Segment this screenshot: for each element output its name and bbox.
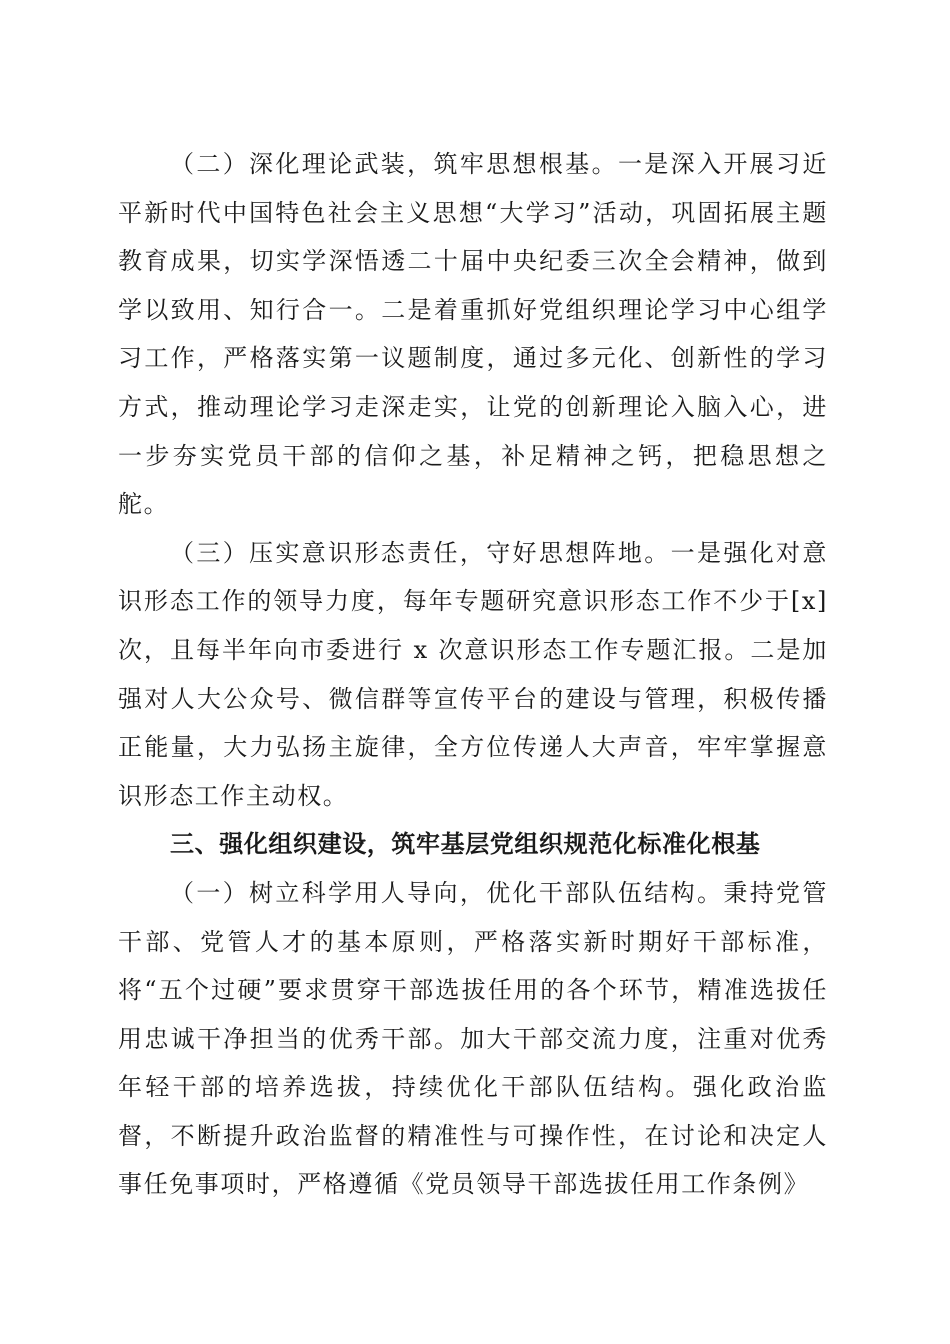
paragraph-ideology-responsibility [118, 529, 828, 821]
paragraph-cadre-selection [118, 869, 828, 1209]
paragraph-text: 秉持党管干部、党管人才的基本原则，严格落实新时期好干部标准，将“五个过硬”要求贯穿干部选拔任用的各个环节，精准选拔任用忠诚干净担当的优秀干部。加大干部交流力度，注重对优秀年轻干部的培养选拔，持续优化干部队伍结构。强化政治监督，不断提升政治监督的精准性与可操作性，在讨论和决定人事任免事项时，严格遵循《党员领导干部选拔任用工作条例》 [118, 878, 828, 1199]
section-heading: 三、强化组织建设，筑牢基层党组织规范化标准化根基 [170, 830, 761, 859]
paragraph-text: 一是强化对意识形态工作的领导力度，每年专题研究意识形态工作不少于[x]次，且每半年向市委进行 x 次意识形态工作专题汇报。二是加强对人大公众号、微信群等宣传平台的建设与管理，积极传播正能量，大力弘扬主旋律，全方位传递人大声音，牢牢掌握意识形态工作主动权。 [118, 538, 828, 810]
paragraph-deepen-theory [118, 140, 828, 529]
paragraph-lead: （三）压实意识形态责任，守好思想阵地。 [170, 538, 671, 567]
paragraph-lead: （一）树立科学用人导向，优化干部队伍结构。 [170, 878, 724, 907]
paragraph-lead: （二）深化理论武装，筑牢思想根基。 [170, 150, 618, 178]
document-body [118, 140, 828, 1209]
paragraph-text: 一是深入开展习近平新时代中国特色社会主义思想“大学习”活动，巩固拓展主题教育成果，切实学深悟透二十届中央纪委三次全会精神，做到学以致用、知行合一。二是着重抓好党组织理论学习中心组学习工作，严格落实第一议题制度，通过多元化、创新性的学习方式，推动理论学习走深走实，让党的创新理论入脑入心，进一步夯实党员干部的信仰之基，补足精神之钙，把稳思想之舵。 [118, 150, 828, 519]
